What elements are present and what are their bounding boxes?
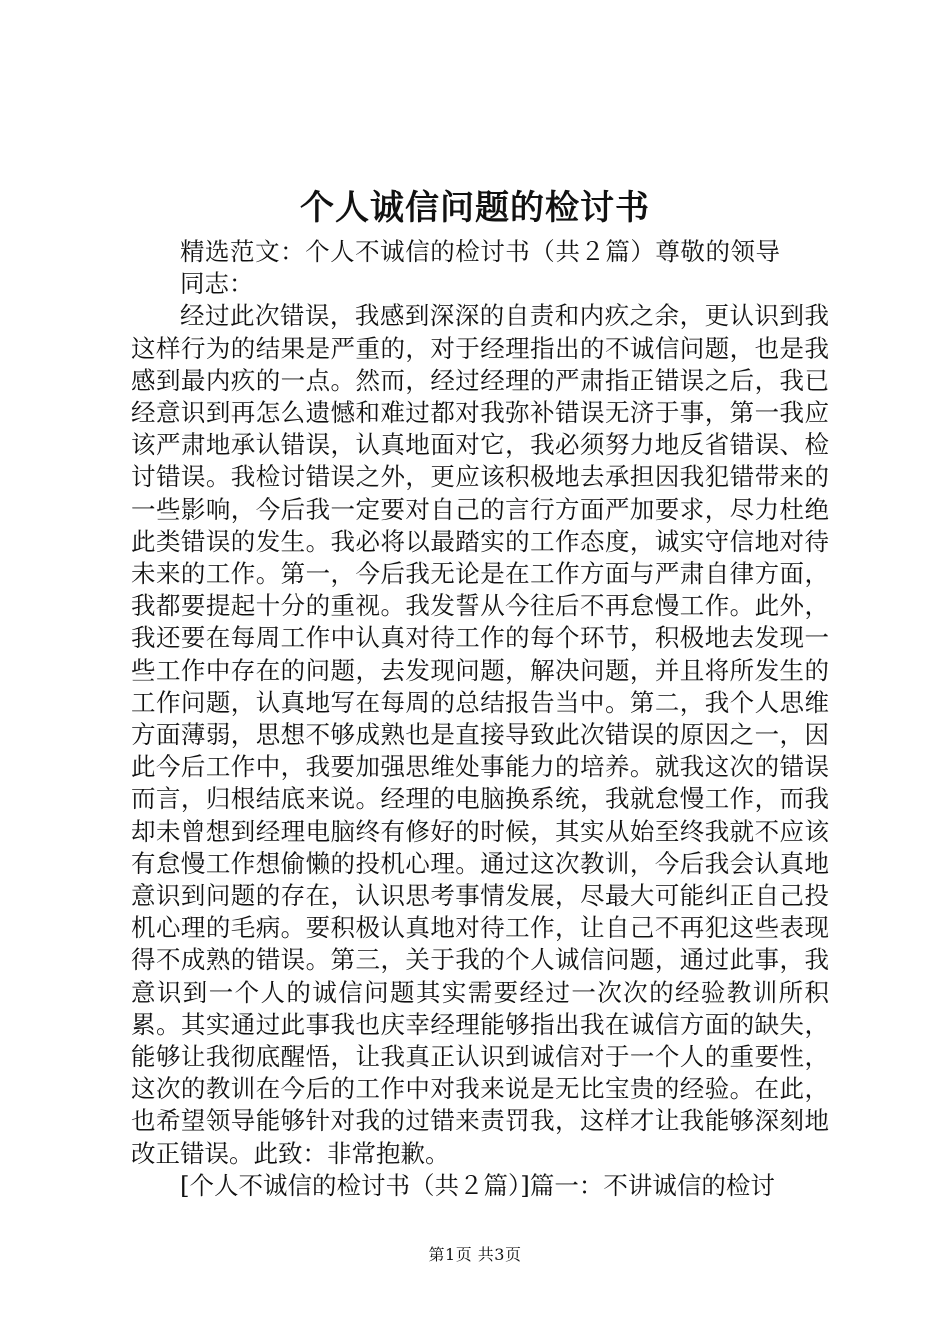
document-body — [131, 236, 829, 1202]
main-paragraph: 经过此次错误，我感到深深的自责和内疚之余，更认识到我这样行为的结果是严重的，对于经理指出的不诚信问题，也是我感到最内疚的一点。然而，经过经理的严肃指正错误之后，我已经意识到再怎么遗憾和难过都对我弥补错误无济于事，第一我应该严肃地承认错误，认真地面对它，我必须努力地反省错误、检讨错误。我检讨错误之外，更应该积极地去承担因我犯错带来的一些影响，今后我一定要对自己的言行方面严加要求，尽力杜绝此类错误的发生。我必将以最踏实的工作态度，诚实守信地对待未来的工作。第一，今后我无论是在工作方面与严肃自律方面，我都要提起十分的重视。我发誓从今往后不再怠慢工作。此外，我还要在每周工作中认真对待工作的每个环节，积极地去发现一些工作中存在的问题，去发现问题，解决问题，并且将所发生的工作问题，认真地写在每周的总结报告当中。第二，我个人思维方面薄弱，思想不够成熟也是直接导致此次错误的原因之一，因此今后工作中，我要加强思维处事能力的培养。就我这次的错误而言，归根结底来说。经理的电脑换系统，我就怠慢工作，而我却未曾想到经理电脑终有修好的时候，其实从始至终我就不应该有怠慢工作想偷懒的投机心理。通过这次教训，今后我会认真地意识到问题的存在，认识思考事情发展，尽最大可能纠正自己投机心理的毛病。要积极认真地对待工作，让自己不再犯这些表现得不成熟的错误。第三，关于我的个人诚信问题，通过此事，我意识到一个人的诚信问题其实需要经过一次次的经验教训所积累。其实通过此事我也庆幸经理能够指出我在诚信方面的缺失，能够让我彻底醒悟，让我真正认识到诚信对于一个人的重要性，这次的教训在今后的工作中对我来说是无比宝贵的经验。在此，也希望领导能够针对我的过错来责罚我，这样才让我能够深刻地改正错误。此致：非常抱歉。 — [131, 301, 829, 1168]
document-title: 个人诚信问题的检讨书 — [300, 188, 650, 228]
page-number-footer: 第1页 共3页 — [428, 1245, 522, 1264]
closing-paragraph: [个人不诚信的检讨书（共２篇）]篇一：不讲诚信的检讨 — [180, 1170, 775, 1200]
intro-paragraph: 精选范文：个人不诚信的检讨书（共２篇）尊敬的领导同志： — [180, 237, 780, 299]
